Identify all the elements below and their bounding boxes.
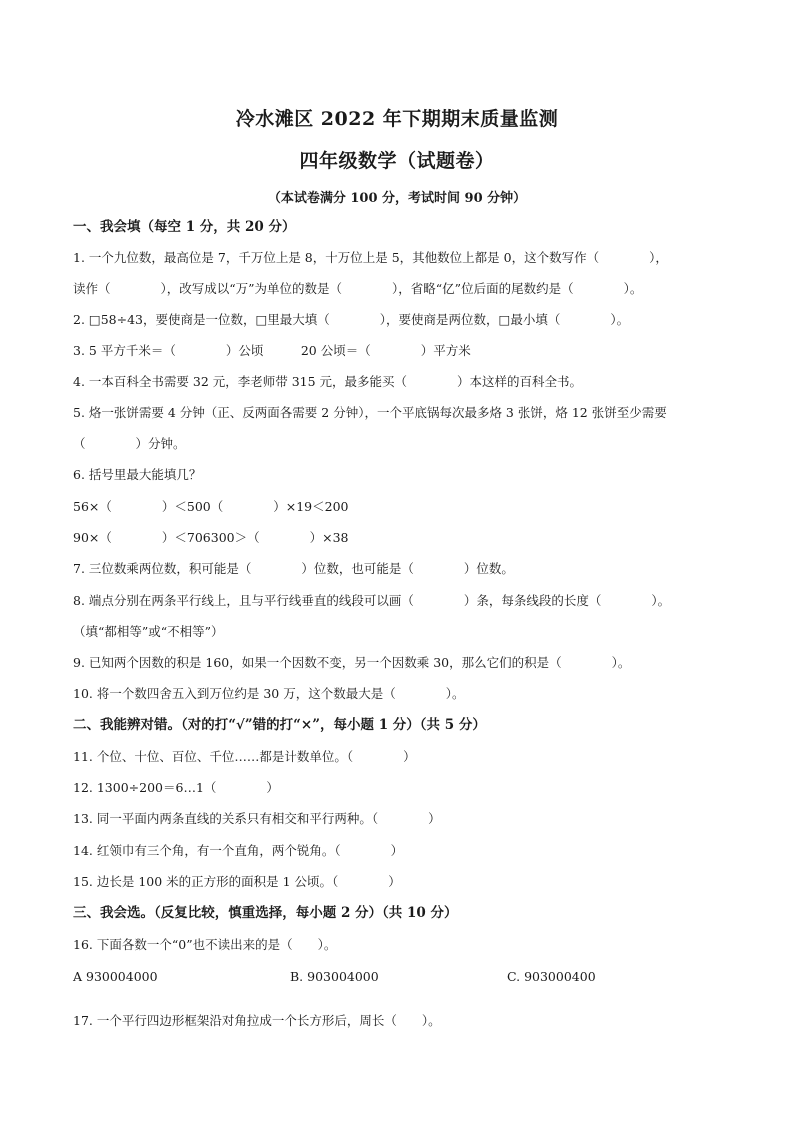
question-line: 6. 括号里最大能填几？: [73, 467, 202, 482]
question-line: 90×（ ）＜706300＞（ ）×38: [73, 530, 349, 545]
question-line: 12. 1300÷200＝6…1（ ）: [73, 780, 279, 795]
question-line: 1. 一个九位数，最高位是 7，千万位上是 8，十万位上是 5，其他数位上都是 0，这个数写作（ ），: [73, 250, 668, 265]
question-line: 7. 三位数乘两位数，积可能是（ ）位数，也可能是（ ）位数。: [73, 561, 514, 576]
question-line: 14. 红领巾有三个角，有一个直角，两个锐角。（ ）: [73, 843, 404, 858]
question-line: 15. 边长是 100 米的正方形的面积是 1 公顷。（ ）: [73, 874, 401, 889]
section-heading-fill: 一、我会填（每空 1 分，共 20 分）: [73, 219, 296, 235]
option-c: C. 903000400: [507, 969, 596, 984]
section-heading-judge: 二、我能辨对错。（对的打“√”错的打“×”，每小题 1 分）（共 5 分）: [73, 717, 486, 733]
option-a: A 930004000: [73, 969, 158, 984]
section-heading-choice: 三、我会选。（反复比较，慎重选择，每小题 2 分）（共 10 分）: [73, 905, 458, 921]
question-line: 8. 端点分别在两条平行线上，且与平行线垂直的线段可以画（ ）条，每条线段的长度（ ）。: [73, 593, 671, 608]
question-line: 4. 一本百科全书需要 32 元，李老师带 315 元，最多能买（ ）本这样的百科全书。: [73, 374, 583, 389]
question-line: 13. 同一平面内两条直线的关系只有相交和平行两种。（ ）: [73, 811, 441, 826]
question-line: 17. 一个平行四边形框架沿对角拉成一个长方形后，周长（ ）。: [73, 1013, 441, 1028]
question-line: 3. 5 平方千米＝（ ）公顷 20 公顷＝（ ）平方米: [73, 343, 471, 358]
question-line: 11. 个位、十位、百位、千位……都是计数单位。（ ）: [73, 749, 416, 764]
question-line: 56×（ ）＜500（ ）×19＜200: [73, 499, 349, 514]
question-line: 10. 将一个数四舍五入到万位约是 30 万，这个数最大是（ ）。: [73, 686, 465, 701]
exam-subtitle: 四年级数学（试题卷）: [299, 150, 495, 172]
question-line: 16. 下面各数一个“0”也不读出来的是（ ）。: [73, 937, 337, 952]
question-line: （ ）分钟。: [73, 436, 186, 451]
question-line: 读作（ ），改写成以“万”为单位的数是（ ），省略“亿”位后面的尾数约是（ ）。: [73, 281, 643, 296]
question-line: 2. □58÷43，要使商是一位数，□里最大填（ ），要使商是两位数，□最小填（ ）。: [73, 312, 630, 327]
question-line: 9. 已知两个因数的积是 160，如果一个因数不变，另一个因数乘 30，那么它们的积是（ ）。: [73, 655, 631, 670]
option-b: B. 903004000: [290, 969, 379, 984]
question-line: （填“都相等”或“不相等”）: [73, 624, 224, 639]
exam-title: 冷水滩区 2022 年下期期末质量监测: [235, 108, 559, 130]
exam-note: （本试卷满分 100 分，考试时间 90 分钟）: [267, 191, 527, 206]
question-line: 5. 烙一张饼需要 4 分钟（正、反两面各需要 2 分钟），一个平底锅每次最多烙 3 张饼，烙 12 张饼至少需要: [73, 405, 667, 420]
